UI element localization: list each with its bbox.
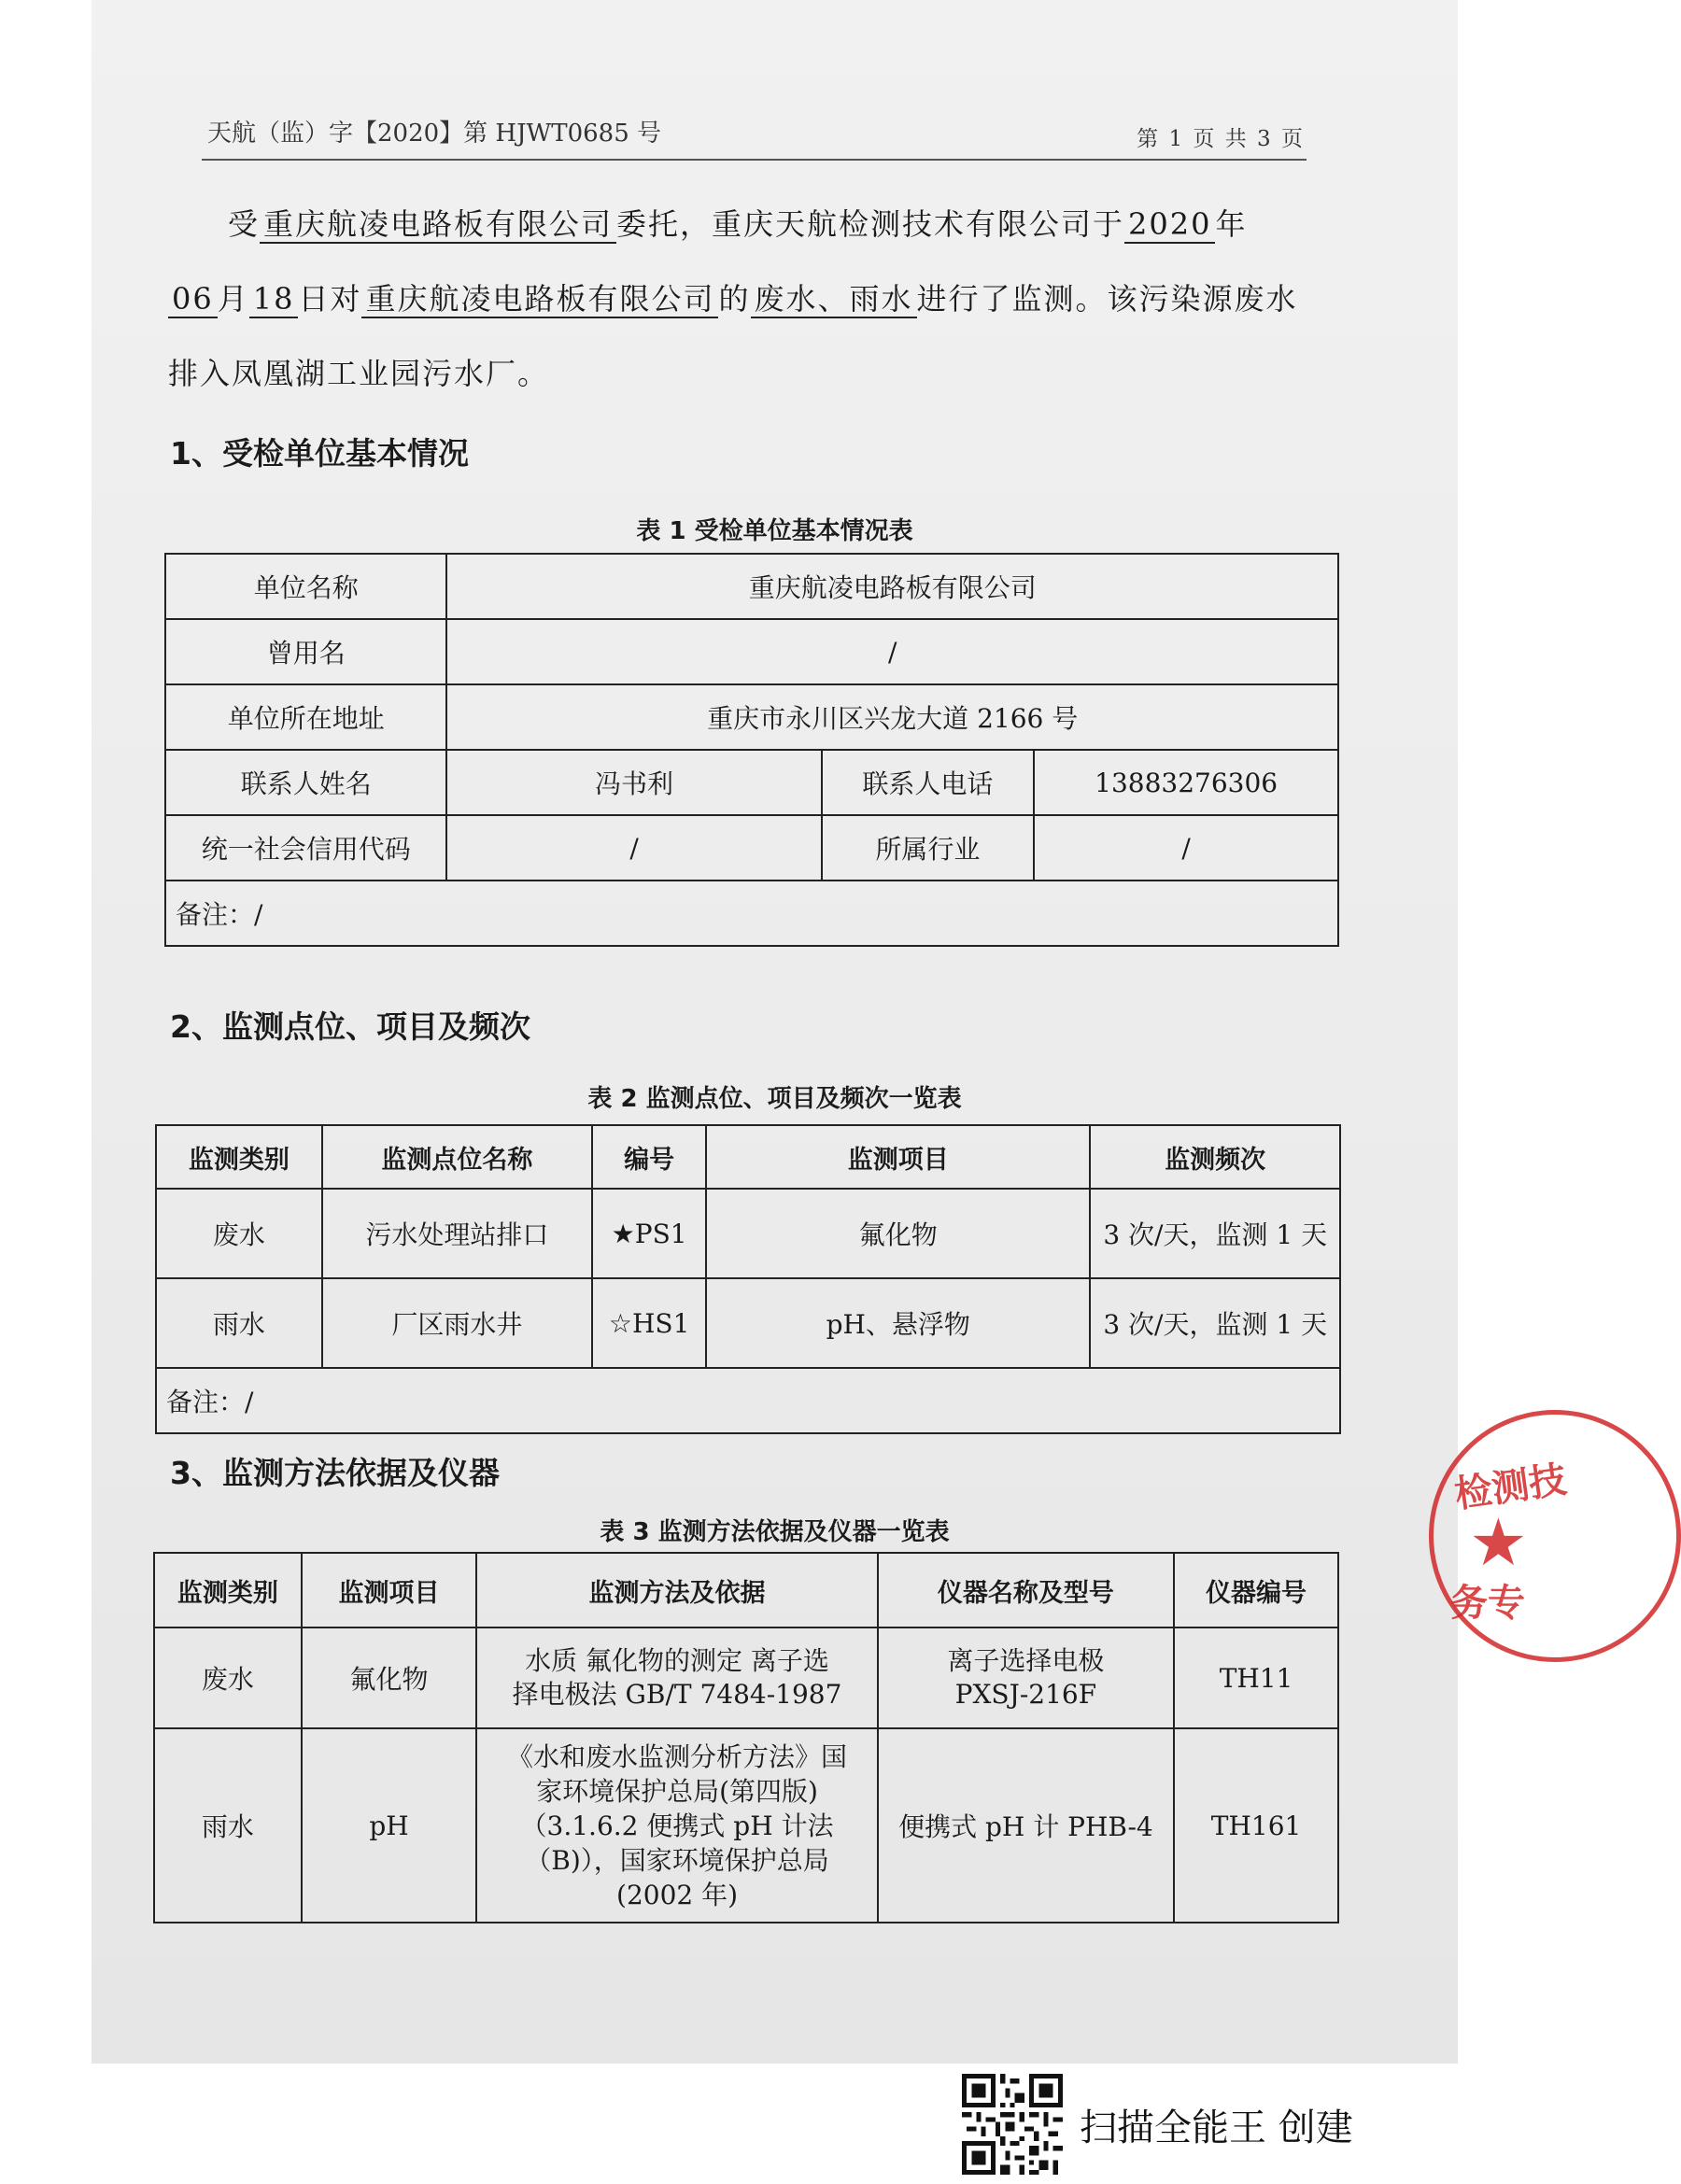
table-cell: 3 次/天，监测 1 天 [1090, 1189, 1340, 1278]
table-header-cell: 仪器编号 [1174, 1553, 1338, 1627]
method-cell [476, 1728, 877, 1923]
table-row [156, 1278, 1340, 1368]
intro-text: 年 [1215, 206, 1248, 242]
former-name-value: / [446, 619, 1338, 684]
intro-paragraph [168, 187, 1317, 411]
method-line: （3.1.6.2 便携式 pH 计法 [520, 1810, 834, 1841]
table-cell: TH11 [1174, 1627, 1338, 1728]
intro-text: 日对 [298, 281, 362, 317]
client-name: 重庆航凌电路板有限公司 [260, 206, 616, 244]
table-3-caption: 表 3 监测方法依据及仪器一览表 [600, 1518, 950, 1546]
table-cell: 污水处理站排口 [322, 1189, 592, 1278]
monitor-day: 18 [249, 281, 299, 318]
table-cell: 氟化物 [706, 1189, 1090, 1278]
table-cell: pH、悬浮物 [706, 1278, 1090, 1368]
monitor-items: 废水、雨水 [751, 281, 917, 318]
table-row [154, 1728, 1338, 1923]
page-indicator: 第 1 页 共 3 页 [1137, 127, 1305, 151]
scanner-app-text: 扫描全能王 创建 [1080, 2106, 1353, 2149]
table-header-cell: 监测点位名称 [322, 1125, 592, 1189]
intro-text: 进行了监测。该污染源废水 [916, 281, 1298, 317]
table-cell: 氟化物 [302, 1627, 477, 1728]
instrument-line: PXSJ-216F [954, 1679, 1097, 1710]
method-line: 家环境保护总局(第四版) [536, 1775, 818, 1807]
contact-value: 冯书利 [446, 750, 821, 815]
seal-text: 检测技 [1451, 1457, 1570, 1517]
table-cell: 雨水 [156, 1278, 322, 1368]
header-divider [202, 159, 1307, 161]
table-header-cell: 仪器名称及型号 [878, 1553, 1174, 1627]
table-2-caption: 表 2 监测点位、项目及频次一览表 [587, 1085, 962, 1113]
table-cell: 3 次/天，监测 1 天 [1090, 1278, 1340, 1368]
table-cell: 便携式 pH 计 PHB-4 [878, 1728, 1174, 1923]
phone-label: 联系人电话 [822, 750, 1035, 815]
scanner-watermark [962, 2078, 1353, 2171]
section-1-title: 1、受检单位基本情况 [170, 435, 469, 472]
name-value: 重庆航凌电路板有限公司 [446, 554, 1338, 619]
document-number: 天航（监）字【2020】第 HJWT0685 号 [207, 120, 662, 148]
table-cell: ☆HS1 [592, 1278, 706, 1368]
intro-text: 月 [217, 281, 249, 317]
table-row [154, 1627, 1338, 1728]
monitor-month: 06 [168, 281, 218, 318]
method-line: 水质 氟化物的测定 离子选 [525, 1645, 829, 1676]
method-line: 择电极法 GB/T 7484-1987 [512, 1679, 842, 1710]
table-cell: 厂区雨水井 [322, 1278, 592, 1368]
industry-value: / [1034, 815, 1338, 881]
intro-text: 受 [228, 206, 261, 242]
instrument-cell [878, 1627, 1174, 1728]
method-line: 《水和废水监测分析方法》国 [507, 1740, 848, 1772]
name-label: 单位名称 [165, 554, 446, 619]
method-line: (2002 年) [616, 1879, 739, 1910]
table-header-cell: 监测类别 [154, 1553, 302, 1627]
address-label: 单位所在地址 [165, 684, 446, 750]
table-cell: 废水 [156, 1189, 322, 1278]
table-3-methods [153, 1552, 1339, 1923]
instrument-line: 离子选择电极 [947, 1645, 1105, 1676]
table-header-cell: 编号 [592, 1125, 706, 1189]
section-2-title: 2、监测点位、项目及频次 [170, 1008, 530, 1045]
credit-code-label: 统一社会信用代码 [165, 815, 446, 881]
client-name: 重庆航凌电路板有限公司 [361, 281, 718, 318]
seal-text: 务专 [1450, 1581, 1525, 1625]
table-cell: ★PS1 [592, 1189, 706, 1278]
method-cell [476, 1627, 877, 1728]
table-header-cell: 监测方法及依据 [476, 1553, 877, 1627]
table-header-cell: 监测项目 [302, 1553, 477, 1627]
intro-text: 委托，重庆天航检测技术有限公司于 [616, 206, 1125, 242]
qr-code-icon [962, 2074, 1063, 2175]
monitor-year: 2020 [1124, 206, 1215, 244]
table-cell: pH [302, 1728, 477, 1923]
table-2-monitoring-points [155, 1124, 1341, 1434]
table-header-cell: 监测频次 [1090, 1125, 1340, 1189]
table-cell: 雨水 [154, 1728, 302, 1923]
official-seal-stamp [1429, 1410, 1681, 1662]
industry-label: 所属行业 [822, 815, 1035, 881]
intro-text: 的 [718, 281, 751, 317]
table-row [156, 1189, 1340, 1278]
table-cell: TH161 [1174, 1728, 1338, 1923]
table-1-basic-info [164, 553, 1339, 947]
table-2-remark: 备注：/ [156, 1368, 1340, 1433]
table-1-caption: 表 1 受检单位基本情况表 [636, 517, 913, 545]
seal-star-icon: ★ [1469, 1504, 1528, 1581]
phone-value: 13883276306 [1034, 750, 1338, 815]
contact-label: 联系人姓名 [165, 750, 446, 815]
table-header-cell: 监测项目 [706, 1125, 1090, 1189]
intro-text: 排入凤凰湖工业园污水厂。 [168, 356, 550, 391]
table-cell: 废水 [154, 1627, 302, 1728]
table-header-cell: 监测类别 [156, 1125, 322, 1189]
section-3-title: 3、监测方法依据及仪器 [170, 1455, 500, 1491]
credit-code-value: / [446, 815, 821, 881]
method-line: （B)），国家环境保护总局 [525, 1844, 829, 1876]
document-page [92, 0, 1570, 2064]
former-name-label: 曾用名 [165, 619, 446, 684]
address-value: 重庆市永川区兴龙大道 2166 号 [446, 684, 1338, 750]
table-1-remark: 备注：/ [165, 881, 1338, 946]
